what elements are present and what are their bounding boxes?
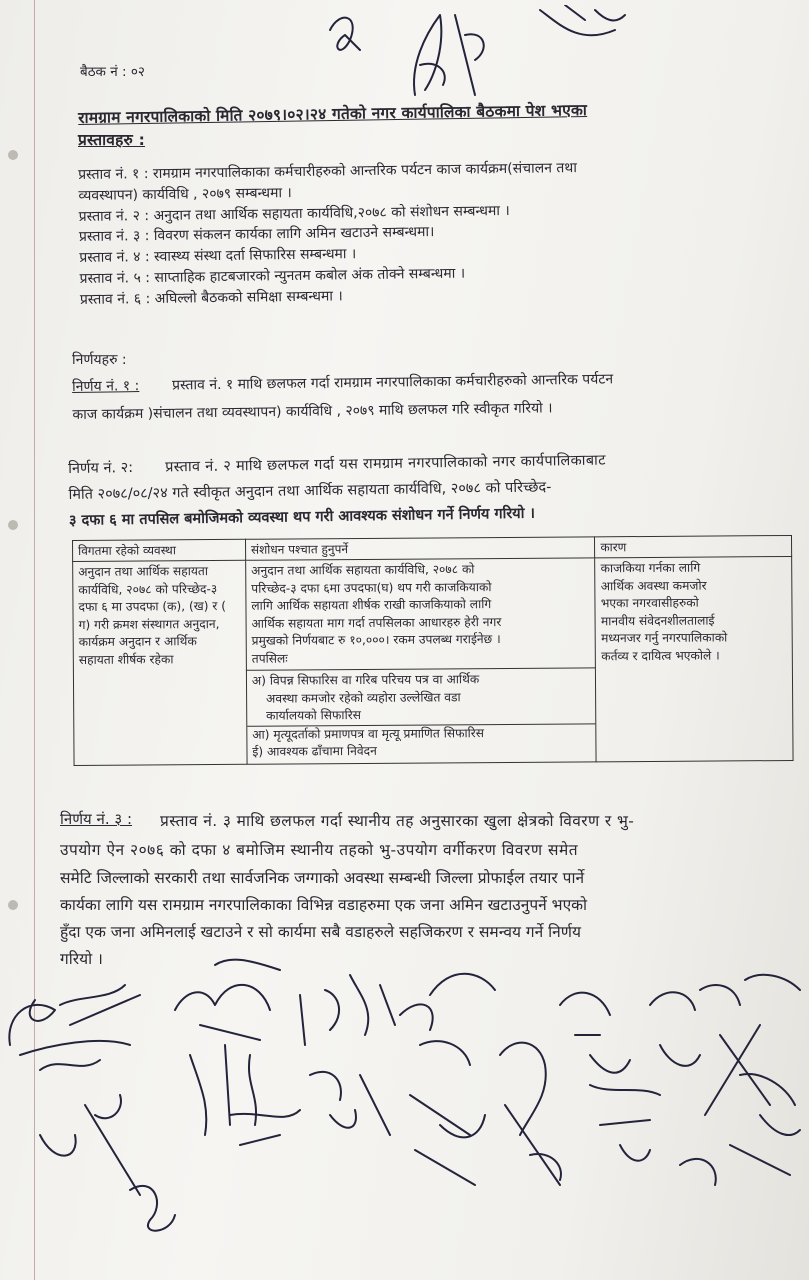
decision-1-line: प्रस्ताव नं. १ माथि छलफल गर्दा रामग्राम नगरपालिकाका कर्मचारीहरुको आन्तरिक पर्यटन [171,371,614,394]
table-row [73,556,793,671]
heading-line-2: प्रस्तावहरु : [78,131,146,149]
decision-2-line: मिति २०७८/०८/२४ गते स्वीकृत अनुदान तथा आर्थिक सहायता कार्यविधि, २०७८ को परिच्छेद- [68,479,552,503]
decision-1-line: काज कार्यक्रम )संचालन तथा व्यवस्थापन) कार्यविधि , २०७९ माथि छलफल गरि स्वीकृत गरियो । [72,400,553,423]
proposal-line: प्रस्ताव नं. २ : अनुदान तथा आर्थिक सहायता कार्यविधि,२०७८ को संशोधन सम्बन्धमा । [78,202,510,225]
decisions-heading: निर्णयहरु : [72,352,127,368]
schedule-items-cell [246,668,596,764]
binder-hole [8,900,18,910]
cell-line: मध्यनजर गर्नु नगरपालिकाको [601,630,728,646]
heading-line-1: रामग्राम नगरपालिकाको मिति २०७९।०२।२४ गतेको नगर कार्यपालिका बैठकमा पेश भएका [78,101,588,127]
cell-line: परिच्छेद-३ दफा ६मा उपदफा(घ) थप गरी काजकियाको [251,579,492,596]
decision-2-line: ३ दफा ६ मा तपसिल बमोजिमको व्यवस्था थप गरी आवश्यक संशोधन गर्ने निर्णय गरियो । [68,505,536,529]
decision-3-line: कार्यका लागि यस रामग्राम नगरपालिकाका विभिन्न वडाहरुमा एक जना अमिन खटाउनुपर्ने भएको [60,896,588,914]
decision-2-line: प्रस्ताव नं. २ माथि छलफल गर्दा यस रामग्राम नगरपालिकाको नगर कार्यपालिकाबाट [165,452,606,476]
cell-line: कार्यालयको सिफारिस [266,707,361,723]
binder-hole [8,520,18,530]
amended-provision-cell [246,558,596,670]
cell-line: तपसिलः [251,650,288,666]
binder-hole [8,150,18,160]
proposal-line: प्रस्ताव नं. ३ : विवरण संकलन कार्यका लागि अमिन खटाउने सम्बन्धमा। [78,224,435,245]
cell-line: काजकिया गर्नका लागि [600,560,701,576]
cell-line: लागि आर्थिक सहायता शीर्षक राखी काजकियाको लागि [251,597,492,613]
proposal-line: प्रस्ताव नं. ४ : स्वास्थ्य संस्था दर्ता सिफारिस सम्बन्धमा । [79,246,357,266]
cell-line: कर्तव्य र दायित्व भएकोले । [601,647,720,663]
decision-3-line: उपयोग ऐन २०७६ को दफा ४ बमोजिम स्थानीय तहको भु-उपयोग वर्गीकरण विवरण समेत [60,841,579,859]
table-header: संशोधन पश्चात हुनुपर्ने [245,537,595,560]
cell-line: आर्थिक सहायता माग गर्दा तपसिलका आधारहरु हेरी नगर [251,614,502,631]
decision-3-line: समेटि जिल्लाको सरकारी तथा सार्वजनिक जग्गाको अवस्था सम्बन्धी जिल्ला प्रोफाईल तयार पार्ने [60,869,585,887]
proposal-line: प्रस्ताव नं. ५ : साप्ताहिक हाटबजारको न्युनतम कबोल अंक तोक्ने सम्बन्धमा । [79,265,466,287]
meeting-number: बैठक नं : ०२ [80,64,145,80]
cell-line: अ) विपन्न सिफारिस वा गरिब परिचय पत्र वा आर्थिक [251,672,480,688]
table-header: विगतमा रहेको व्यवस्था [73,539,246,561]
amendment-table [72,535,794,766]
previous-provision-cell [73,560,247,765]
decision-3-line: हुँदा एक जना अमिनलाई खटाउने र सो कार्यमा सबै वडाहरुले सहजिकरण र समन्वय गर्ने निर्णय [60,923,581,941]
cell-line: भएका नगरवासीहरुको [600,595,699,611]
proposal-line: प्रस्ताव नं. ६ : अघिल्लो बैठकको समिक्षा सम्बन्धमा । [79,288,343,308]
cell-line: ग) गरी क्रमश संस्थागत अनुदान, [78,616,220,632]
proposal-line: प्रस्ताव नं. १ : रामग्राम नगरपालिकाका कर्मचारीहरुको आन्तरिक पर्यटन काज कार्यक्रम(संचालन तथा [78,160,578,183]
decision-1-label: निर्णय नं. १ : [71,378,140,395]
decision-3-line: प्रस्ताव नं. ३ माथि छलफल गर्दा स्थानीय तह अनुसारका खुला क्षेत्रको विवरण र भु- [160,812,635,830]
cell-line: सहायता शीर्षक रहेका [78,651,174,667]
cell-line: अवस्था कमजोर रहेको व्यहोरा उल्लेखित वडा [265,689,461,706]
table-header: कारण [595,535,792,557]
cell-line: अनुदान तथा आर्थिक सहायता [78,564,209,579]
cell-line: ई) आवश्यक ढाँचामा निवेदन [252,743,377,759]
reason-cell [595,556,793,761]
cell-line: आ) मृत्यूदर्ताको प्रमाणपत्र वा मृत्यू प्रमाणित सिफारिस [247,723,596,744]
cell-line: कार्यक्रम अनुदान र आर्थिक [78,634,197,649]
cell-line: मानवीय संवेदनशीलतालाई [600,613,715,628]
proposal-line: व्यवस्थापन) कार्यविधि , २०७९ सम्बन्धमा । [78,185,292,204]
cell-line: प्रमुखको निर्णयबाट रु १०,०००। रकम उपलब्ध गराईनेछ । [251,632,501,648]
cell-line: दफा ६ मा उपदफा (क), (ख) र ( [78,598,227,614]
decision-2-label: निर्णय नं. २: [68,459,134,477]
decision-3-label: निर्णय नं. ३ : [60,810,133,828]
cell-line: आर्थिक अवस्था कमजोर [600,578,707,593]
cell-line: अनुदान तथा आर्थिक सहायता कार्यविधि, २०७८ को [251,562,475,578]
decision-3-line: गरियो । [60,950,103,968]
cell-line: कार्यविधि, २०७८ को परिच्छेद-३ [78,581,218,597]
member-signatures [0,935,809,1280]
